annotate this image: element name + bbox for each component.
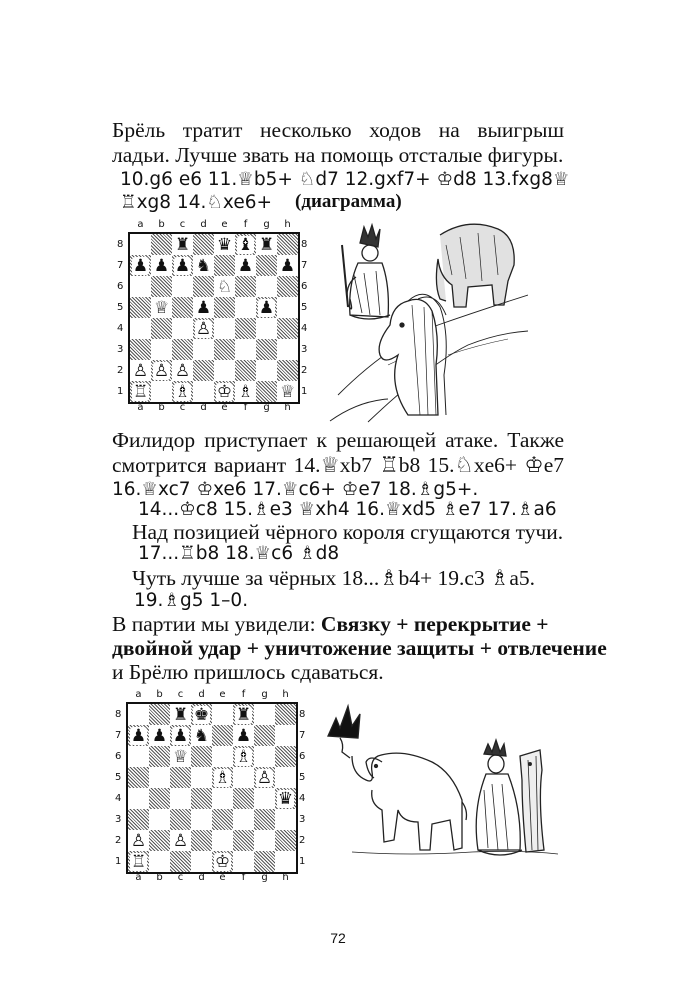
square-e1 [214,381,235,402]
file-label: e [221,402,228,413]
square-h5 [277,297,298,318]
rank-label: 3 [299,814,306,825]
square-f8 [235,234,256,255]
chess-piece: ♔ [216,381,233,402]
square-g2 [256,360,277,381]
rank-label: 5 [117,302,124,313]
square-f5 [235,297,256,318]
rank-label: 6 [117,281,124,292]
file-label: d [198,689,205,700]
square-a3 [128,809,149,830]
text-line-bold: двойной удар + уничтожение защиты + отвлечение [112,636,607,660]
square-g4 [254,788,275,809]
square-a2 [128,830,149,851]
file-label: e [219,872,226,883]
square-c5 [170,767,191,788]
move-line: 14...♔c8 15.♗e3 ♕xh4 16.♕xd5 ♗e7 17.♗a6 [138,499,557,520]
file-label: h [284,402,291,413]
square-a7 [128,725,149,746]
square-f1 [233,851,254,872]
chess-piece: ♙ [172,830,189,851]
square-a4 [130,318,151,339]
chess-piece: ♕ [153,297,170,318]
chess-piece: ♜ [258,234,275,255]
chess-piece: ♗ [174,381,191,402]
chess-diagram-2 [112,688,312,888]
file-label: e [219,689,226,700]
square-d8 [191,704,212,725]
chess-piece: ♙ [132,360,149,381]
rank-label: 6 [115,751,122,762]
square-g3 [256,339,277,360]
square-d5 [193,297,214,318]
square-e3 [214,339,235,360]
page-number: 72 [330,930,346,946]
file-label: f [241,872,246,883]
move-line: ♖xg8 14.♘xe6+ [120,192,272,213]
square-b3 [149,809,170,830]
square-f1 [235,381,256,402]
file-label: h [282,872,289,883]
square-b5 [151,297,172,318]
file-label: b [158,402,165,413]
square-e4 [212,788,233,809]
rank-label: 7 [301,260,308,271]
text-line: Брёль тратит несколько ходов на выигрыш [112,118,564,142]
square-d5 [191,767,212,788]
square-h7 [275,725,296,746]
square-h4 [277,318,298,339]
square-g3 [254,809,275,830]
chess-piece: ♙ [174,360,191,381]
square-d3 [191,809,212,830]
file-label: d [200,219,207,230]
square-a5 [130,297,151,318]
rank-label: 8 [115,709,122,720]
rank-label: 3 [117,344,124,355]
square-h3 [277,339,298,360]
square-d1 [191,851,212,872]
square-f2 [233,830,254,851]
square-c4 [170,788,191,809]
square-a5 [128,767,149,788]
square-c3 [172,339,193,360]
file-label: a [137,402,144,413]
file-label: b [156,872,163,883]
chessboard [126,702,298,874]
square-d4 [193,318,214,339]
square-b3 [151,339,172,360]
illustration-elephant-queen [322,700,562,875]
file-label: g [263,219,270,230]
square-b1 [149,851,170,872]
chess-piece: ♟ [237,255,254,276]
rank-label: 7 [299,730,306,741]
square-h1 [275,851,296,872]
chess-piece: ♜ [235,704,252,725]
chess-piece: ♕ [172,746,189,767]
square-b8 [151,234,172,255]
square-b5 [149,767,170,788]
square-d7 [191,725,212,746]
square-g8 [254,704,275,725]
chess-piece: ♘ [216,276,233,297]
square-a6 [130,276,151,297]
chess-piece: ♛ [216,234,233,255]
chess-piece: ♛ [277,788,294,809]
chess-piece: ♟ [195,297,212,318]
chess-piece: ♟ [172,725,189,746]
chess-piece: ♙ [195,318,212,339]
rank-label: 6 [299,751,306,762]
square-a7 [130,255,151,276]
file-label: f [243,219,248,230]
square-g5 [256,297,277,318]
square-f4 [235,318,256,339]
chess-piece: ♙ [153,360,170,381]
text-line: Над позицией чёрного короля сгущаются тучи. [132,520,564,544]
chess-piece: ♔ [214,851,231,872]
move-line: 17...♖b8 18.♕c6 ♗d8 [138,543,340,564]
square-f3 [233,809,254,830]
file-label: g [263,402,270,413]
square-g6 [254,746,275,767]
square-c4 [172,318,193,339]
file-label: f [241,689,246,700]
square-f7 [235,255,256,276]
rank-label: 1 [117,386,124,397]
square-h6 [277,276,298,297]
square-g1 [256,381,277,402]
square-a1 [128,851,149,872]
square-b4 [151,318,172,339]
file-label: c [179,219,186,230]
file-label: c [179,402,186,413]
chess-piece: ♟ [132,255,149,276]
square-d2 [193,360,214,381]
square-h4 [275,788,296,809]
rank-label: 2 [115,835,122,846]
rank-label: 5 [301,302,308,313]
square-e1 [212,851,233,872]
rank-label: 8 [301,239,308,250]
file-label: e [221,219,228,230]
square-e3 [212,809,233,830]
file-label: h [284,219,291,230]
square-c6 [170,746,191,767]
illustration-king-elephant-horse [328,215,528,423]
square-g4 [256,318,277,339]
rank-label: 7 [115,730,122,741]
square-b6 [149,746,170,767]
square-h8 [275,704,296,725]
file-label: g [261,689,268,700]
text-line: и Брёлю пришлось сдаваться. [112,660,384,684]
square-e4 [214,318,235,339]
rank-label: 1 [299,856,306,867]
chess-piece: ♟ [258,297,275,318]
chess-piece: ♟ [151,725,168,746]
square-a1 [130,381,151,402]
file-label: b [156,689,163,700]
rank-label: 5 [299,772,306,783]
chess-piece: ♜ [172,704,189,725]
chess-piece: ♗ [235,746,252,767]
square-h8 [277,234,298,255]
square-c2 [170,830,191,851]
file-label: h [282,689,289,700]
square-e8 [212,704,233,725]
text-line: ладьи. Лучше звать на помощь отсталые фигуры. [112,143,564,167]
rank-label: 1 [301,386,308,397]
text-line: Чуть лучше за чёрных 18...♗b4+ 19.c3 ♗a5. [132,566,536,590]
square-b1 [151,381,172,402]
chess-piece: ♟ [174,255,191,276]
rank-label: 2 [117,365,124,376]
square-c7 [170,725,191,746]
square-h7 [277,255,298,276]
square-g7 [256,255,277,276]
chess-piece: ♟ [279,255,296,276]
square-c1 [170,851,191,872]
square-a4 [128,788,149,809]
chess-piece: ♖ [132,381,149,402]
file-label: a [135,872,142,883]
rank-label: 2 [299,835,306,846]
square-e8 [214,234,235,255]
square-e7 [214,255,235,276]
square-a6 [128,746,149,767]
square-c1 [172,381,193,402]
square-d6 [193,276,214,297]
file-label: d [198,872,205,883]
rank-label: 1 [115,856,122,867]
square-b6 [151,276,172,297]
rank-label: 8 [117,239,124,250]
rank-label: 2 [301,365,308,376]
square-c7 [172,255,193,276]
diagram-reference: (диаграмма) [295,191,402,212]
chess-diagram-1 [112,218,312,418]
square-c3 [170,809,191,830]
file-label: a [137,219,144,230]
square-g5 [254,767,275,788]
chess-piece: ♙ [130,830,147,851]
rank-label: 4 [115,793,122,804]
square-g2 [254,830,275,851]
square-g8 [256,234,277,255]
square-f8 [233,704,254,725]
square-g7 [254,725,275,746]
text-line: смотрится вариант 14.♕xb7 ♖b8 15.♘xe6+ ♔e7 [112,453,564,477]
rank-label: 8 [299,709,306,720]
square-c2 [172,360,193,381]
square-b2 [151,360,172,381]
chess-piece: ♜ [174,234,191,255]
chess-piece: ♖ [130,851,147,872]
square-c8 [170,704,191,725]
square-d7 [193,255,214,276]
square-f6 [233,746,254,767]
chess-piece: ♟ [153,255,170,276]
chess-piece: ♞ [195,255,212,276]
square-d4 [191,788,212,809]
square-d1 [193,381,214,402]
move-line: 16.♕xc7 ♔xe6 17.♕c6+ ♔e7 18.♗g5+. [112,479,479,500]
square-e6 [214,276,235,297]
move-line: 19.♗g5 1–0. [134,590,249,611]
text-line: Филидор приступает к решающей атаке. Также [112,428,564,452]
square-a2 [130,360,151,381]
square-a3 [130,339,151,360]
square-g1 [254,851,275,872]
chess-piece: ♞ [193,725,210,746]
square-h2 [277,360,298,381]
square-b4 [149,788,170,809]
rank-label: 6 [301,281,308,292]
square-d2 [191,830,212,851]
square-e5 [212,767,233,788]
square-f2 [235,360,256,381]
rank-label: 3 [115,814,122,825]
file-label: c [177,872,184,883]
file-label: b [158,219,165,230]
square-c5 [172,297,193,318]
square-b7 [149,725,170,746]
square-h1 [277,381,298,402]
square-a8 [128,704,149,725]
chess-piece: ♗ [214,767,231,788]
square-h2 [275,830,296,851]
chessboard [128,232,300,404]
square-e2 [212,830,233,851]
rank-label: 4 [117,323,124,334]
square-a8 [130,234,151,255]
chess-piece: ♙ [256,767,273,788]
square-e2 [214,360,235,381]
file-label: g [261,872,268,883]
rank-label: 3 [301,344,308,355]
square-h6 [275,746,296,767]
square-e5 [214,297,235,318]
file-label: d [200,402,207,413]
file-label: c [177,689,184,700]
square-f3 [235,339,256,360]
file-label: f [243,402,248,413]
rank-label: 7 [117,260,124,271]
square-e6 [212,746,233,767]
move-line: 10.g6 e6 11.♕b5+ ♘d7 12.gxf7+ ♔d8 13.fxg8♕ [120,169,570,190]
square-g6 [256,276,277,297]
chess-piece: ♕ [279,381,296,402]
square-b8 [149,704,170,725]
chess-piece: ♟ [235,725,252,746]
chess-piece: ♗ [237,381,254,402]
chess-piece: ♟ [130,725,147,746]
square-f5 [233,767,254,788]
file-label: a [135,689,142,700]
square-c8 [172,234,193,255]
square-h3 [275,809,296,830]
chess-piece: ♚ [193,704,210,725]
square-f6 [235,276,256,297]
square-d6 [191,746,212,767]
rank-label: 4 [301,323,308,334]
chess-piece: ♝ [237,234,254,255]
text-line [112,612,549,636]
text-segment-bold: Связку + перекрытие + [320,612,549,636]
square-b2 [149,830,170,851]
rank-label: 5 [115,772,122,783]
square-h5 [275,767,296,788]
square-d8 [193,234,214,255]
text-segment: В партии мы увидели: [112,612,321,636]
square-f4 [233,788,254,809]
square-f7 [233,725,254,746]
square-d3 [193,339,214,360]
rank-label: 4 [299,793,306,804]
square-e7 [212,725,233,746]
square-c6 [172,276,193,297]
square-b7 [151,255,172,276]
